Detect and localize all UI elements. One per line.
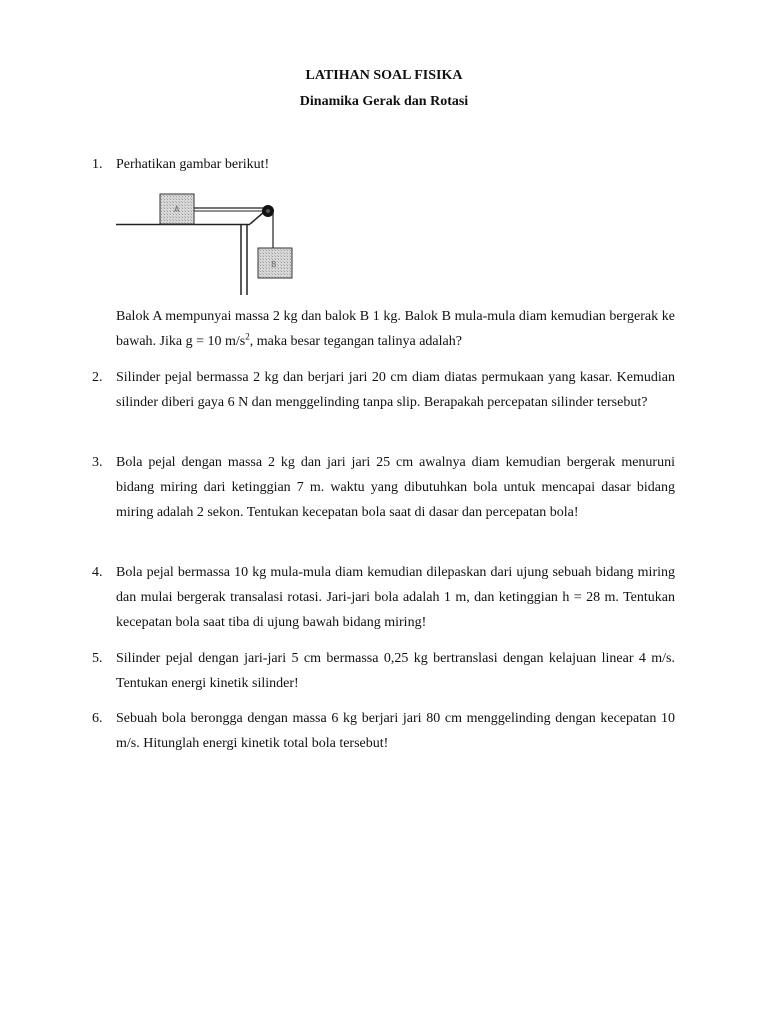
document-subtitle: Dinamika Gerak dan Rotasi [299,94,469,109]
block-b-label: B [271,260,277,269]
question-1-body [116,304,675,354]
document-title: LATIHAN SOAL FISIKA [305,68,463,83]
pulley-figure [116,190,306,300]
question-1-intro [92,152,675,177]
pulley-diagram [116,190,306,300]
question-3-text: Bola pejal dengan massa 2 kg dan jari jari 25 cm awalnya diam kemudian bergerak menuruni bidang miring dari ketinggian 7 m. waktu yang dibutuhkan bola untuk mencapai dasar bidang miring adalah 2 sekon. Tentukan kecepatan bola saat di dasar dan percepatan bola! [116,455,675,520]
question-5 [92,646,675,696]
question-3 [92,450,675,525]
question-5-text: Silinder pejal dengan jari-jari 5 cm bermassa 0,25 kg bertranslasi dengan kelajuan linear 4 m/s. Tentukan energi kinetik silinder! [116,651,675,691]
question-1-text: Balok A mempunyai massa 2 kg dan balok B 1 kg. Balok B mula-mula diam kemudian bergerak ke bawah. Jika g = 10 m/s [116,309,675,349]
question-6-number: 6. [92,711,103,726]
block-a-label: A [174,205,180,214]
question-6 [92,706,675,756]
question-4-text: Bola pejal bermassa 10 kg mula-mula diam kemudian dilepaskan dari ujung sebuah bidang miring dan mulai bergerak transalasi rotasi. Jari-jari bola adalah 1 m, dan ketinggian h = 28 m. Tentukan kecepatan bola saat tiba di ujung bawah bidang miring! [116,565,675,630]
question-2-number: 2. [92,370,103,385]
question-2-text: Silinder pejal bermassa 2 kg dan berjari jari 20 cm diam diatas permukaan yang kasar. Kemudian silinder diberi gaya 6 N dan menggelinding tanpa slip. Berapakah percepatan silinder tersebut? [116,370,675,410]
question-1-intro-text: Perhatikan gambar berikut! [116,157,270,172]
question-5-number: 5. [92,651,103,666]
question-1-number: 1. [92,157,103,172]
pulley-axle [266,209,270,213]
question-1-superscript: 2 [245,331,250,342]
question-3-number: 3. [92,455,103,470]
question-1-text-end: , maka besar tegangan talinya adalah? [249,334,462,349]
question-6-text: Sebuah bola berongga dengan massa 6 kg berjari jari 80 cm menggelinding dengan kecepatan 10 m/s. Hitunglah energi kinetik total bola tersebut! [116,711,675,751]
question-2 [92,365,675,415]
pulley-bracket [250,212,264,224]
question-4 [92,560,675,635]
question-4-number: 4. [92,565,103,580]
